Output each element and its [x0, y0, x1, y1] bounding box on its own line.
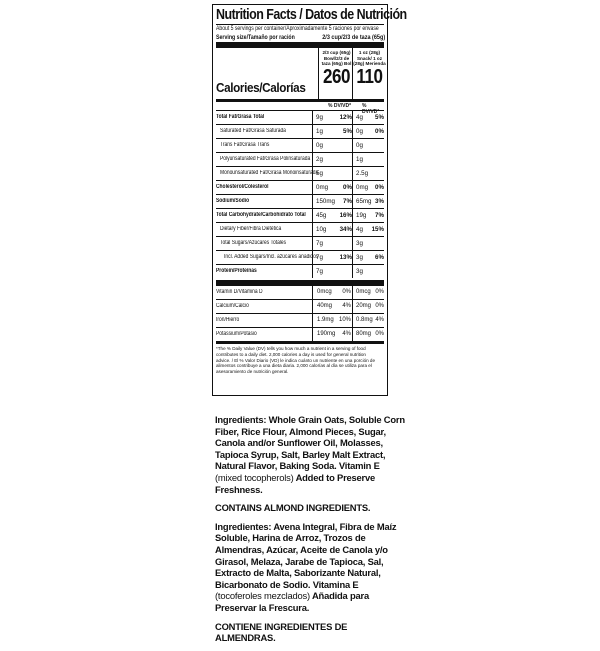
nutrient-row — [216, 264, 384, 278]
nutrient-amount-bowl: 9g — [316, 114, 323, 121]
nutrient-amount-snack: 1g — [356, 156, 363, 163]
daily-value-footnote: *The % Daily Value (DV) tells you how much a nutrient in a serving of food contributes to a daily diet. 2,000 calories a day is used for general nutrition advice. / El % Valor Diario (VD) le indica cuánto un nutriente en una porción de alimentos contribuye a una dieta diaria. 2,000 calorías al día se utiliza para el asesoramiento de nutrición general. — [216, 347, 376, 376]
nutrient-name: Incl. Added Sugars/Incl. azúcares añadidos — [224, 254, 319, 260]
dv-header-bowl: % DV/VD* — [328, 103, 352, 109]
nutrient-name: Cholesterol/Colesterol — [216, 184, 269, 190]
nutrient-name: Trans Fat/Grasa Trans — [220, 142, 270, 148]
vitamin-amount-bowl: 190mg — [317, 331, 336, 337]
calories-column-snack — [353, 50, 386, 87]
nutrient-amount-bowl: 1g — [316, 128, 323, 135]
nutrient-name: Monounsaturated Fat/Grasa Monoinsaturada — [220, 170, 319, 176]
vitamin-amount-snack: 0mcg — [356, 289, 371, 295]
ingredients-spanish-note: (tocoferoles mezclados) — [215, 590, 310, 602]
nutrient-dv-bowl: 16% — [339, 212, 352, 219]
nutrient-dv-bowl: 0% — [343, 184, 352, 191]
ingredients-english-note: (mixed tocopherols) — [215, 471, 294, 483]
nutrient-amount-bowl: 150mg — [316, 198, 335, 205]
calories-value-snack: 110 — [356, 65, 383, 88]
calories-column-bowl — [320, 50, 353, 87]
nutrient-row — [216, 166, 384, 180]
vitamin-name: Vitamin D/Vitamina D — [216, 289, 263, 295]
nutrient-dv-snack: 6% — [375, 254, 384, 261]
nutrient-name: Total Fat/Grasa Total — [216, 114, 265, 120]
vitamin-row — [216, 299, 384, 313]
nutrient-dv-bowl: 7% — [343, 198, 352, 205]
nutrient-row — [216, 222, 384, 236]
vitamin-dv-bowl: 4% — [342, 303, 351, 309]
nutrient-dv-snack: 5% — [375, 114, 384, 121]
nutrient-amount-snack: 65mg — [356, 198, 372, 205]
column-header-bowl: 2/3 cup (65g) Bowl/2/3 de taza (65g) Bol — [321, 50, 352, 67]
panel-title: Nutrition Facts / Datos de Nutrición — [216, 7, 407, 23]
calories-label: Calories/Calorías — [216, 80, 306, 95]
nutrient-amount-bowl: 7g — [316, 254, 323, 261]
nutrient-row — [216, 250, 384, 264]
vitamin-row — [216, 286, 384, 299]
vitamin-amount-snack: 20mg — [356, 303, 372, 309]
nutrient-dv-snack: 3% — [375, 198, 384, 205]
nutrient-amount-snack: 0mg — [356, 184, 369, 191]
ingredients-section — [215, 414, 405, 651]
nutrient-row — [216, 124, 384, 138]
nutrient-amount-snack: 2.5g — [356, 170, 369, 177]
nutrient-row — [216, 138, 384, 152]
nutrient-name: Total Carbohydrate/Carbohidrato Total — [216, 212, 306, 218]
vitamin-dv-snack: 4% — [375, 317, 384, 323]
vitamin-amount-bowl: 0mcg — [317, 289, 332, 295]
vitamin-row — [216, 327, 384, 341]
nutrient-dv-bowl: 12% — [339, 114, 352, 121]
nutrient-name: Saturated Fat/Grasa Saturada — [220, 128, 286, 134]
nutrient-dv-snack: 0% — [375, 184, 384, 191]
servings-per-container: About 5 servings per container/Aproximadamente 5 raciones por envase — [216, 25, 379, 32]
nutrient-row — [216, 152, 384, 166]
nutrient-amount-bowl: 7g — [316, 240, 323, 247]
vitamin-amount-bowl: 40mg — [317, 303, 333, 309]
vitamin-dv-snack: 0% — [375, 331, 384, 337]
vitamin-amount-bowl: 1.9mg — [317, 317, 334, 323]
dv-header-snack: % DV/VD* — [362, 103, 380, 115]
nutrient-dv-snack: 7% — [375, 212, 384, 219]
vitamin-name: Potassium/Potasio — [216, 331, 257, 337]
vitamin-row — [216, 313, 384, 327]
vitamin-dv-bowl: 0% — [342, 289, 351, 295]
calories-value-bowl: 260 — [322, 65, 351, 88]
nutrient-name: Polyunsaturated Fat/Grasa Polinsaturada — [220, 156, 311, 162]
serving-size-value: 2/3 cup/2/3 de taza (65g) — [322, 34, 386, 41]
column-header-snack: 1 oz (28g) Snack/ 1 oz (28g) Merienda — [353, 50, 386, 67]
vitamin-table — [216, 286, 384, 341]
daily-value-header — [216, 102, 384, 115]
nutrient-dv-snack: 15% — [371, 226, 384, 233]
ingredients-spanish-main: Ingredientes: Avena Integral, Fibra de Maíz Soluble, Harina de Arroz, Trozos de Almendras, Azúcar, Aceite de Canola y/o Girasol, Melaza, Jarabe de Tapioca, Sal, Extracto de Malta, Saborizante Natural, Bicarbonato de Sodio. Vitamina E — [215, 520, 397, 590]
nutrient-amount-snack: 0g — [356, 128, 363, 135]
nutrient-amount-bowl: 5g — [316, 170, 323, 177]
allergen-english: CONTAINS ALMOND INGREDIENTS. — [215, 502, 371, 514]
vitamin-dv-bowl: 10% — [338, 317, 351, 323]
nutrient-amount-snack: 3g — [356, 240, 363, 247]
nutrient-table — [216, 110, 384, 278]
nutrient-name: Dietary Fiber/Fibra Dietética — [220, 226, 282, 232]
ingredients-english-tail: Added to Preserve Freshness. — [215, 471, 376, 495]
nutrient-row — [216, 236, 384, 250]
nutrient-dv-bowl: 34% — [339, 226, 352, 233]
vitamin-name: Iron/Hierro — [216, 317, 240, 323]
vitamin-dv-bowl: 4% — [342, 331, 351, 337]
nutrient-amount-snack: 3g — [356, 268, 363, 275]
serving-size-row — [216, 33, 384, 42]
vitamin-name: Calcium/Calcio — [216, 303, 249, 309]
ingredients-spanish-tail: Añadida para Preservar la Frescura. — [215, 590, 369, 613]
nutrient-dv-bowl: 13% — [339, 254, 352, 261]
nutrient-amount-snack: 0g — [356, 142, 363, 149]
nutrient-amount-bowl: 45g — [316, 212, 327, 219]
nutrient-amount-snack: 19g — [356, 212, 367, 219]
calories-row — [216, 48, 384, 99]
ingredients-english-main: Ingredients: Whole Grain Oats, Soluble Corn Fiber, Rice Flour, Almond Pieces, Sugar, Canola and/or Sunflower Oil, Molasses, Tapioca Syrup, Salt, Barley Malt Extract, Natural Flavor, Baking Soda. Vitamin E — [215, 414, 405, 472]
nutrient-amount-bowl: 7g — [316, 268, 323, 275]
nutrient-amount-snack: 3g — [356, 254, 363, 261]
nutrient-amount-bowl: 2g — [316, 156, 323, 163]
vitamin-amount-snack: 0.8mg — [356, 317, 373, 323]
vitamin-amount-snack: 80mg — [356, 331, 372, 337]
ingredients-english — [215, 414, 405, 495]
nutrient-amount-bowl: 0mg — [316, 184, 329, 191]
nutrient-amount-snack: 4g — [356, 114, 363, 121]
nutrient-row — [216, 208, 384, 222]
nutrient-row — [216, 194, 384, 208]
nutrient-amount-bowl: 10g — [316, 226, 327, 233]
nutrient-name: Sodium/Sodio — [216, 198, 250, 204]
nutrient-dv-bowl: 5% — [343, 128, 352, 135]
serving-size-label: Serving size/Tamaño por ración — [216, 34, 295, 41]
nutrient-dv-snack: 0% — [375, 128, 384, 135]
nutrition-facts-panel — [212, 4, 407, 396]
nutrient-row — [216, 110, 384, 124]
nutrient-row — [216, 180, 384, 194]
vitamin-dv-snack: 0% — [375, 303, 384, 309]
nutrient-amount-bowl: 0g — [316, 142, 323, 149]
nutrient-name: Total Sugars/Azúcares Totales — [220, 240, 287, 246]
nutrient-amount-snack: 4g — [356, 226, 363, 233]
nutrient-name: Protein/Proteínas — [216, 268, 257, 274]
vitamin-dv-snack: 0% — [375, 289, 384, 295]
allergen-spanish: CONTIENE INGREDIENTES DE ALMENDRAS. — [215, 620, 348, 644]
